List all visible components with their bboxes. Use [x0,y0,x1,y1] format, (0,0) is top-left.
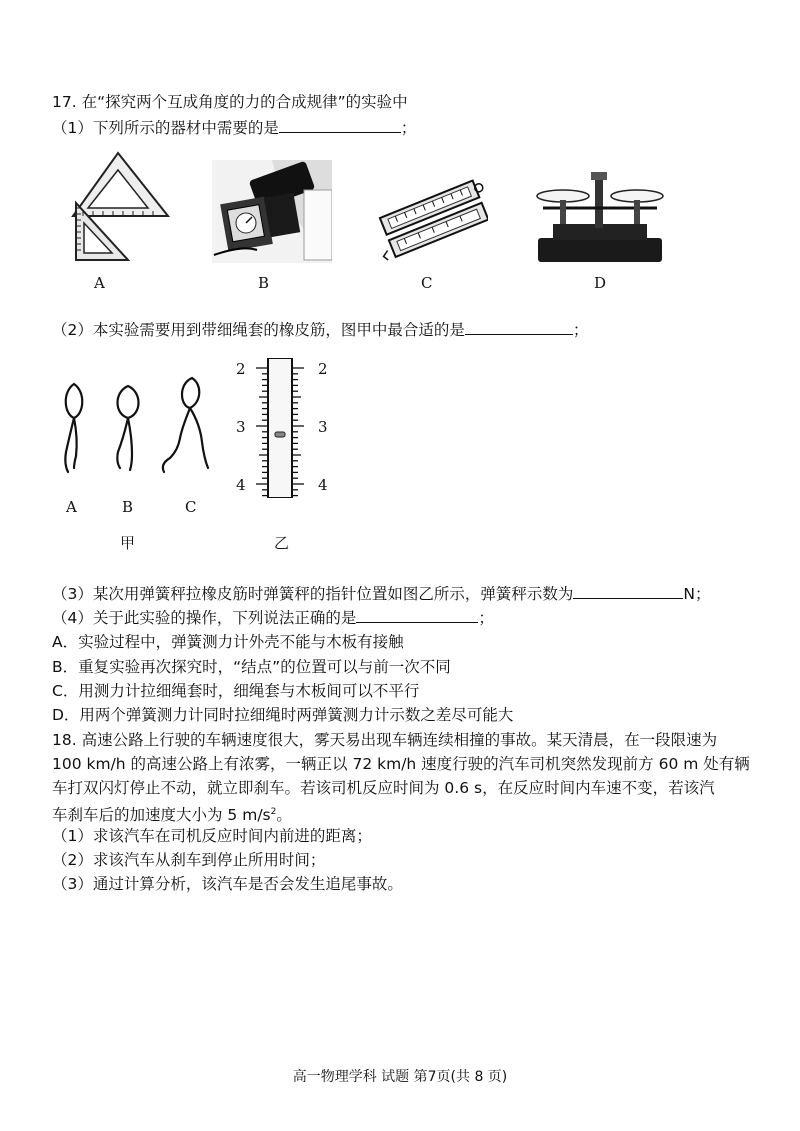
rubber-band-label-c: C [185,498,197,516]
spring-scale-icon [378,170,488,262]
timer-icon [212,160,332,263]
q18-line-4-end: 。 [276,806,292,825]
rubber-band-b-icon [117,386,138,470]
q17-part3-blank[interactable] [573,582,683,599]
q17-option-a: A．实验过程中，弹簧测力计外壳不能与木板有接触 [52,633,404,651]
spring-scale-reading-figure [234,358,334,498]
q18-line-4-sup: 2 [270,807,277,817]
q17-part1-blank[interactable] [279,116,401,133]
q18-line-4-text: 车刹车后的加速度大小为 5 m/s [52,806,271,825]
q17-part2-end: ； [572,321,589,339]
rubber-band-label-b: B [122,498,134,516]
q17-part2 [52,318,588,342]
q17-part4 [52,606,494,630]
q17-part2-blank[interactable] [465,318,573,335]
scale-tick-3-right: 3 [318,418,328,436]
page-footer: 高一物理学科 试题 第7页(共 8 页) [292,1069,508,1085]
q17-option-c: C．用测力计拉细绳套时，细绳套与木板间可以不平行 [52,682,420,700]
equipment-label-a: A [94,274,105,292]
figure-yi-label: 乙 [274,534,290,552]
scale-tick-2-left: 2 [236,360,246,378]
triangle-ruler-icon [68,148,173,263]
scale-tick-4-left: 4 [236,476,246,494]
q17-part3-unit: N； [683,585,711,603]
equipment-label-b: B [258,274,270,292]
scale-tick-3-left: 3 [236,418,246,436]
q17-part3-text: （3）某次用弹簧秤拉橡皮筋时弹簧秤的指针位置如图乙所示，弹簧秤示数为 [52,585,574,603]
q17-part4-end: ； [478,609,494,627]
scale-tick-2-right: 2 [318,360,328,378]
q17-part4-blank[interactable] [356,606,478,623]
q18-sub-1: （1）求该汽车在司机反应时间内前进的距离； [52,827,372,845]
rubber-band-figure [52,372,220,484]
q17-option-d: D．用两个弹簧测力计同时拉细绳时两弹簧测力计示数之差尽可能大 [52,706,514,724]
rubber-band-label-a: A [66,498,77,516]
q17-option-b: B．重复实验再次探究时，“结点”的位置可以与前一次不同 [52,658,451,676]
rubber-band-c-icon [163,378,208,472]
q17-part2-text: （2）本实验需要用到带细绳套的橡皮筋，图甲中最合适的是 [52,321,465,339]
q18-sub-2: （2）求该汽车从刹车到停止所用时间； [52,851,326,869]
figure-jia-label: 甲 [120,534,136,552]
q18-line-2: 100 km/h 的高速公路上有浓雾，一辆正以 72 km/h 速度行驶的汽车司机突然发现前方 60 m 处有辆 [52,755,750,773]
equipment-label-d: D [594,274,607,292]
q17-part4-text: （4）关于此实验的操作，下列说法正确的是 [52,609,357,627]
q17-part3 [52,582,710,606]
q17-part1-end: ； [400,119,417,137]
q18-sub-3: （3）通过计算分析，该汽车是否会发生追尾事故。 [52,875,403,893]
q17-title: 17. 在“探究两个互成角度的力的合成规律”的实验中 [52,93,408,111]
q18-line-3: 车打双闪灯停止不动，就立即刹车。若该司机反应时间为 0.6 s，在反应时间内车速不变，若该汽 [52,779,715,797]
q18-line-1: 18. 高速公路上行驶的车辆速度很大，雾天易出现车辆连续相撞的事故。某天清晨，在一段限速为 [52,731,718,749]
q17-part1 [52,116,416,140]
equipment-label-c: C [421,274,433,292]
balance-scale-icon [533,168,667,266]
scale-tick-4-right: 4 [318,476,328,494]
q17-part1-text: （1）下列所示的器材中需要的是 [52,119,279,137]
rubber-band-a-icon [65,384,82,472]
